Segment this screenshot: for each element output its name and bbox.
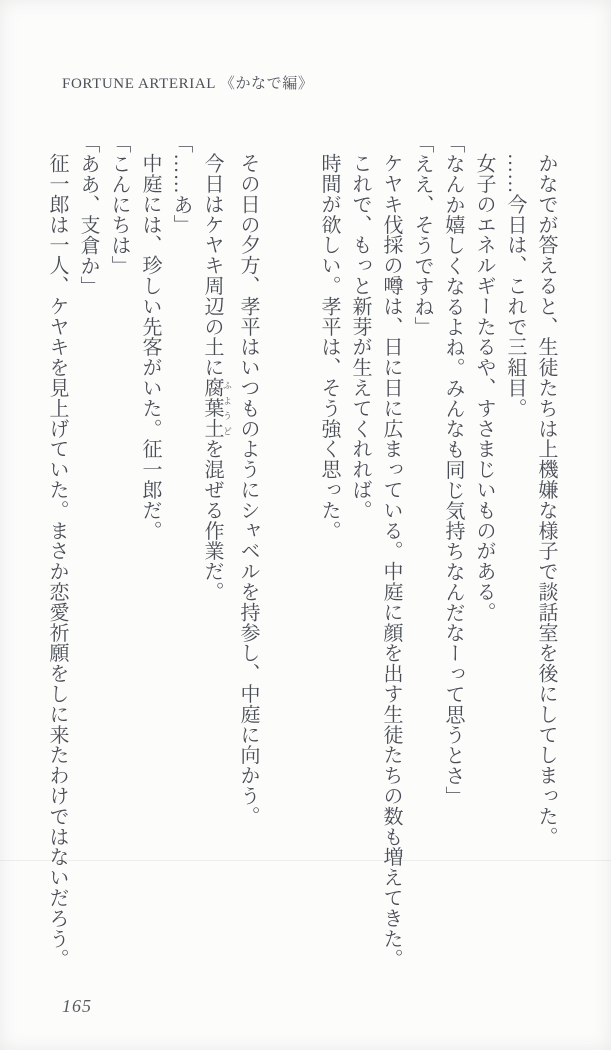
novel-line-dialogue: 「ええ、そうですね」 (411, 133, 433, 337)
novel-line-narration: これで、もっと新芽が生えてくれれば。 (349, 153, 371, 521)
novel-line-narration: かなでが答えると、生徒たちは上機嫌な様子で談話室を後にしてしまった。 (535, 153, 557, 847)
novel-line-narration: 征一郎は一人、ケヤキを見上げていた。まさか恋愛祈願をしに来たわけではないだろう。 (46, 153, 68, 969)
scan-artifact-line (0, 860, 611, 861)
novel-line-dialogue: 「なんか嬉しくなるよね。みんなも同じ気持ちなんだなーって思うとさ」 (442, 133, 464, 807)
novel-line-narration: 時間が欲しい。孝平は、そう強く思った。 (318, 153, 340, 541)
novel-line-narration: ケヤキ伐採の噂は、日に日に広まっている。中庭に顔を出す生徒たちの数も増えてきた。 (380, 153, 402, 969)
page-number: 165 (62, 996, 92, 1016)
novel-line-dialogue: 「こんにちは」 (108, 133, 130, 276)
novel-line-narration: ……今日は、これで三組目。 (504, 153, 526, 419)
novel-line-dialogue: 「ああ、支倉か」 (77, 133, 99, 297)
novel-line-narration: 中庭には、珍しい先客がいた。征一郎だ。 (139, 153, 161, 541)
novel-line-narration: 女子のエネルギーたるや、すさまじいものがある。 (473, 153, 495, 623)
novel-line-dialogue: 「……あ」 (170, 133, 192, 235)
running-header-title: FORTUNE ARTERIAL 《かなで編》 (62, 76, 314, 92)
novel-body-text (41, 133, 561, 991)
ruby-annotated-word: 腐葉土 ふようど (201, 377, 232, 439)
novel-line-narration: 今日はケヤキ周辺の土に腐葉土 ふようどを混ぜる作業だ。 (201, 153, 232, 602)
novel-line-narration: その日の夕方、孝平はいつものようにシャベルを持参し、中庭に向かう。 (237, 153, 259, 827)
